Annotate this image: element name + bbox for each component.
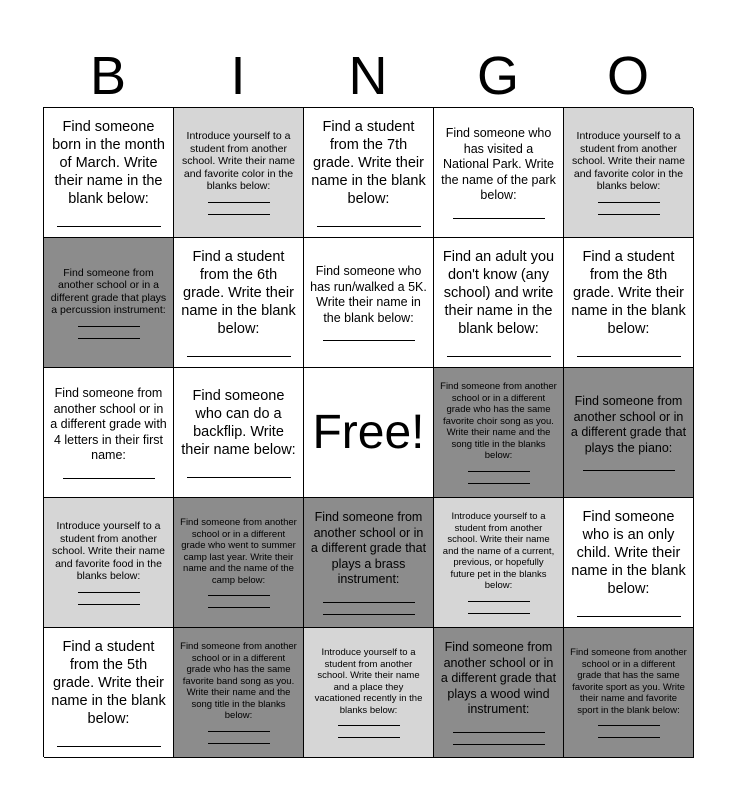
answer-blank-line[interactable] xyxy=(583,470,675,471)
answer-blank-line[interactable] xyxy=(317,226,421,227)
answer-blank-line[interactable] xyxy=(323,614,415,615)
answer-blank-line[interactable] xyxy=(323,340,415,341)
answer-blank-line[interactable] xyxy=(598,737,660,738)
answer-blank-line[interactable] xyxy=(323,602,415,603)
bingo-cell[interactable] xyxy=(564,238,694,368)
answer-blank-line[interactable] xyxy=(57,746,161,747)
header-letter-i: I xyxy=(230,46,246,106)
header-letter-o: O xyxy=(606,46,649,106)
answer-blank-line[interactable] xyxy=(78,326,140,327)
cell-prompt: Find someone from another school or in a different grade that plays a wood wind instrument: xyxy=(440,640,557,717)
header-letter-g: G xyxy=(476,46,519,106)
answer-blank-line[interactable] xyxy=(468,471,530,472)
answer-blank-line[interactable] xyxy=(577,356,681,357)
cell-prompt: Introduce yourself to a student from another school. Write their name and favorite food in the blanks below: xyxy=(51,520,166,583)
cell-prompt: Find someone from another school or in a different grade that plays a brass instrument: xyxy=(310,510,427,587)
answer-blank-line[interactable] xyxy=(447,356,551,357)
cell-prompt: Find a student from the 5th grade. Write their name in the blank below: xyxy=(51,639,166,727)
bingo-cell[interactable] xyxy=(44,498,174,628)
bingo-cell[interactable] xyxy=(44,238,174,368)
cell-prompt: Introduce yourself to a student from another school. Write their name and favorite color in the blanks below: xyxy=(181,130,296,193)
bingo-cell[interactable] xyxy=(564,498,694,628)
cell-prompt: Find someone from another school or in a different grade with 4 letters in their first name: xyxy=(50,386,167,463)
answer-blank-line[interactable] xyxy=(598,725,660,726)
cell-prompt: Find a student from the 8th grade. Write their name in the blank below: xyxy=(571,249,686,337)
answer-blank-line[interactable] xyxy=(453,218,545,219)
free-space-label: Free! xyxy=(312,405,425,459)
bingo-header xyxy=(43,44,693,108)
answer-blank-line[interactable] xyxy=(208,607,270,608)
answer-blank-line[interactable] xyxy=(338,737,400,738)
bingo-cell[interactable] xyxy=(304,238,434,368)
answer-blank-line[interactable] xyxy=(468,613,530,614)
answer-blank-line[interactable] xyxy=(187,356,291,357)
cell-prompt: Find someone who can do a backflip. Write their name below: xyxy=(181,388,296,458)
answer-blank-line[interactable] xyxy=(63,478,155,479)
answer-blank-line[interactable] xyxy=(187,477,291,478)
answer-blank-line[interactable] xyxy=(468,601,530,602)
bingo-grid xyxy=(43,107,693,757)
header-letter-n: N xyxy=(348,46,388,106)
bingo-cell[interactable] xyxy=(174,368,304,498)
cell-prompt: Find someone from another school or in a different grade that plays the piano: xyxy=(570,394,687,455)
answer-blank-line[interactable] xyxy=(78,592,140,593)
cell-prompt: Find an adult you don't know (any school) and write their name in the blank below: xyxy=(442,249,555,337)
bingo-cell[interactable] xyxy=(434,498,564,628)
bingo-cell[interactable] xyxy=(44,108,174,238)
bingo-cell[interactable] xyxy=(174,238,304,368)
answer-blank-line[interactable] xyxy=(577,616,681,617)
answer-blank-line[interactable] xyxy=(468,483,530,484)
cell-prompt: Find someone from another school or in a different grade who has the same favorite band song as you. Write their name and the song title in the blanks below: xyxy=(180,641,297,722)
cell-prompt: Introduce yourself to a student from another school. Write their name and favorite color in the blanks below: xyxy=(571,130,686,193)
cell-prompt: Find a student from the 6th grade. Write their name in the blank below: xyxy=(181,249,296,337)
answer-blank-line[interactable] xyxy=(57,226,161,227)
bingo-cell[interactable] xyxy=(564,368,694,498)
free-space-cell[interactable] xyxy=(304,368,434,498)
answer-blank-line[interactable] xyxy=(338,725,400,726)
bingo-cell[interactable] xyxy=(434,108,564,238)
bingo-cell[interactable] xyxy=(434,368,564,498)
bingo-cell[interactable] xyxy=(174,628,304,758)
cell-prompt: Find someone who is an only child. Write their name in the blank below: xyxy=(571,509,686,597)
cell-prompt: Find someone from another school or in a different grade that has the same favorite sport as you. Write their name and favorite sport in the blank below: xyxy=(570,647,687,716)
answer-blank-line[interactable] xyxy=(208,202,270,203)
bingo-cell[interactable] xyxy=(44,368,174,498)
cell-prompt: Find someone born in the month of March. Write their name in the blank below: xyxy=(52,119,165,207)
answer-blank-line[interactable] xyxy=(598,214,660,215)
cell-prompt: Introduce yourself to a student from another school. Write their name and a place they vacationed recently in the blanks below: xyxy=(314,647,423,716)
bingo-cell[interactable] xyxy=(434,628,564,758)
cell-prompt: Find someone from another school or in a different grade that plays a percussion instrument: xyxy=(50,266,167,316)
bingo-cell[interactable] xyxy=(564,108,694,238)
answer-blank-line[interactable] xyxy=(78,604,140,605)
cell-prompt: Find someone from another school or in a different grade who has the same favorite choir song as you. Write their name and the song title in the blanks below: xyxy=(440,381,557,462)
header-letter-b: B xyxy=(89,46,127,106)
cell-prompt: Introduce yourself to a student from another school. Write their name and the name of a current, previous, or hopefully future pet in the blanks below: xyxy=(442,511,555,592)
cell-prompt: Find someone who has run/walked a 5K. Write their name in the blank below: xyxy=(310,264,427,325)
answer-blank-line[interactable] xyxy=(453,732,545,733)
cell-prompt: Find someone who has visited a National Park. Write the name of the park below: xyxy=(441,126,556,203)
cell-prompt: Find someone from another school or in a different grade who went to summer camp last year. Write their name and the name of the camp below: xyxy=(180,517,297,586)
answer-blank-line[interactable] xyxy=(208,743,270,744)
answer-blank-line[interactable] xyxy=(78,338,140,339)
bingo-cell[interactable] xyxy=(304,498,434,628)
answer-blank-line[interactable] xyxy=(208,731,270,732)
answer-blank-line[interactable] xyxy=(453,744,545,745)
bingo-cell[interactable] xyxy=(304,108,434,238)
bingo-cell[interactable] xyxy=(174,108,304,238)
bingo-cell[interactable] xyxy=(434,238,564,368)
bingo-cell[interactable] xyxy=(304,628,434,758)
bingo-cell[interactable] xyxy=(174,498,304,628)
answer-blank-line[interactable] xyxy=(208,595,270,596)
answer-blank-line[interactable] xyxy=(208,214,270,215)
cell-prompt: Find a student from the 7th grade. Write their name in the blank below: xyxy=(311,119,426,207)
answer-blank-line[interactable] xyxy=(598,202,660,203)
bingo-cell[interactable] xyxy=(44,628,174,758)
bingo-cell[interactable] xyxy=(564,628,694,758)
